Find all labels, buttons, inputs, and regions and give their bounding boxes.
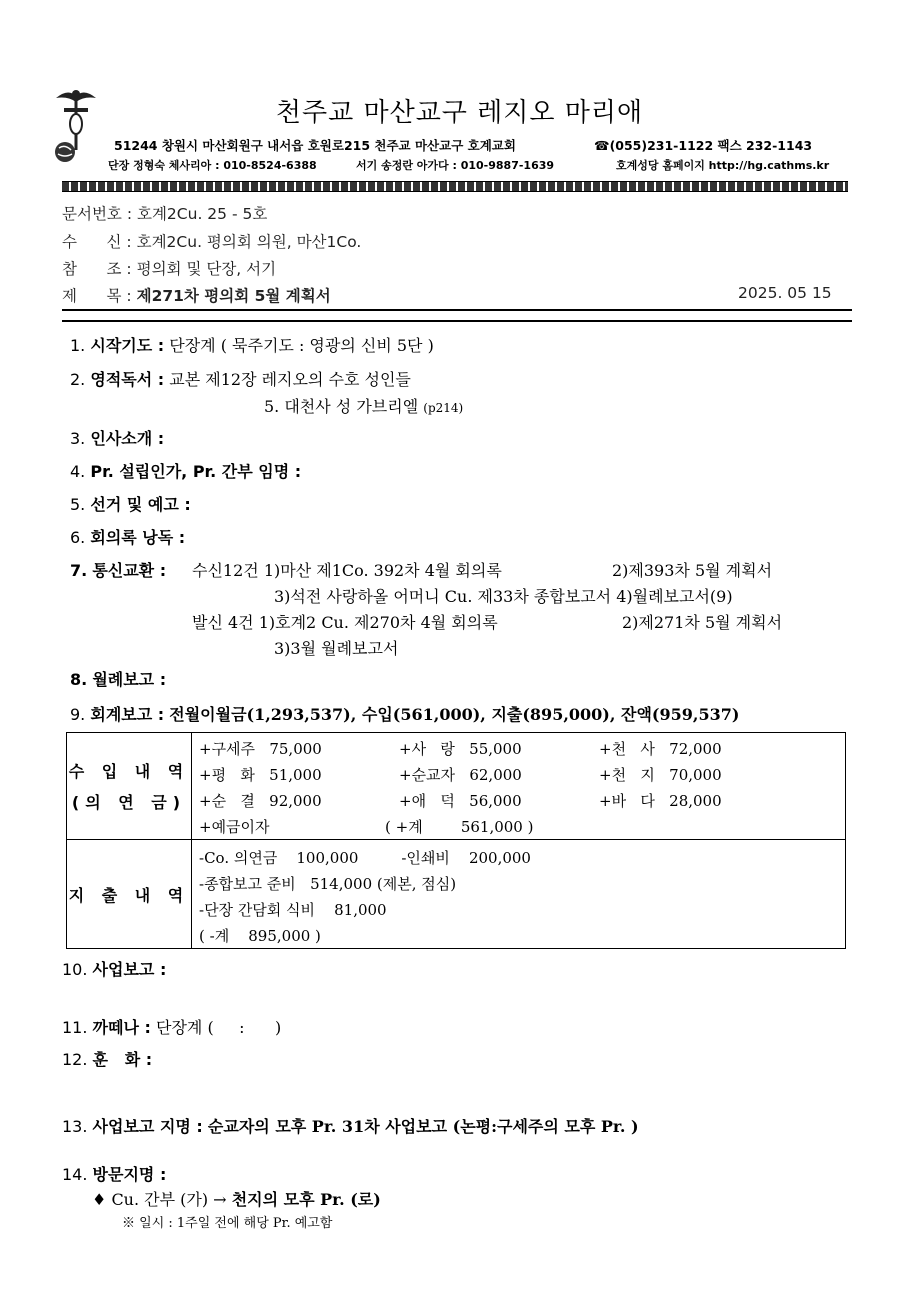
meta-divider xyxy=(62,309,852,322)
visit-to: 천지의 모후 Pr. (로) xyxy=(231,1190,381,1209)
subject-row xyxy=(62,284,331,306)
income-total: ( +계 561,000 ) xyxy=(385,818,534,836)
item-number: 10. xyxy=(62,960,88,979)
item-opening-prayer xyxy=(70,333,434,356)
item-number: 13. xyxy=(62,1117,88,1136)
diamond-bullet-icon: ♦ xyxy=(92,1190,107,1209)
item-label: 훈 화 : xyxy=(92,1050,153,1069)
item-label: 회의록 낭독 : xyxy=(90,528,186,547)
cc-row xyxy=(62,257,276,279)
item-accounting-report xyxy=(70,702,739,725)
item-number: 11. xyxy=(62,1018,88,1037)
item-number: 3. xyxy=(70,429,86,448)
item-text: 순교자의 모후 Pr. 31차 사업보고 (논평:구세주의 모후 Pr. ) xyxy=(207,1117,639,1136)
item-monthly-report xyxy=(70,667,166,690)
item-number: 12. xyxy=(62,1050,88,1069)
subject-label: 제 목 : xyxy=(62,287,132,305)
item-catena xyxy=(62,1015,281,1038)
expense-detail-cell xyxy=(192,840,846,949)
document-date: 2025. 05 15 xyxy=(738,284,832,302)
item-number: 1. xyxy=(70,336,86,355)
correspondence-line-1a: 수신12건 1)마산 제1Co. 392차 4월 회의록 xyxy=(192,561,502,580)
item-label: 시작기도 : xyxy=(90,336,165,355)
expense-entry: -단장 간담회 식비 81,000 xyxy=(199,901,387,919)
reading-page: (p214) xyxy=(423,401,464,415)
income-entry: +바 다 28,000 xyxy=(599,792,722,810)
recipient-label: 수 신 : xyxy=(62,233,132,251)
secretary-contact: 서기 송정란 아가다 : 010-9887-1639 xyxy=(356,159,555,172)
visit-from: Cu. 간부 (가) → xyxy=(111,1190,227,1209)
reading-subsection xyxy=(264,394,463,417)
income-entry: +순교자 62,000 xyxy=(399,766,522,784)
item-visit-assignment xyxy=(62,1162,166,1185)
income-entry: +순 결 92,000 xyxy=(199,792,322,810)
subject-value: 제271차 평의회 5월 계획서 xyxy=(136,287,331,305)
item-label: 월례보고 : xyxy=(92,670,167,689)
item-minutes-reading xyxy=(70,525,185,548)
homepage-text: 호계성당 홈페이지 http://hg.cathms.kr xyxy=(616,159,830,172)
income-detail-cell xyxy=(192,733,846,840)
doc-number-value: 호계2Cu. 25 - 5호 xyxy=(136,205,268,223)
doc-number-row xyxy=(62,202,267,224)
item-spiritual-reading xyxy=(70,367,411,390)
item-activity-report xyxy=(62,957,166,980)
visit-note: ※ 일시 : 1주일 전에 해당 Pr. 예고함 xyxy=(122,1216,333,1231)
item-label: 사업보고 지명 : xyxy=(92,1117,203,1136)
item-number: 2. xyxy=(70,370,86,389)
income-entry: +평 화 51,000 xyxy=(199,766,322,784)
correspondence-line-2: 3)석전 사랑하올 어머니 Cu. 제33차 종합보고서 4)월례보고서(9) xyxy=(274,587,733,606)
income-entry: +애 덕 56,000 xyxy=(399,792,522,810)
item-text: 단장계 ( : ) xyxy=(155,1018,282,1037)
income-entry: +구세주 75,000 xyxy=(199,740,322,758)
income-entry: +천 사 72,000 xyxy=(599,740,722,758)
item-label: 인사소개 : xyxy=(90,429,165,448)
income-entry: +천 지 70,000 xyxy=(599,766,722,784)
item-label: 선거 및 예고 : xyxy=(90,495,191,514)
correspondence-line-4: 3)3월 월례보고서 xyxy=(274,639,399,658)
item-label: 회계보고 : xyxy=(90,705,165,724)
recipient-row xyxy=(62,230,361,252)
item-praesidium-approval xyxy=(70,459,301,482)
header-divider xyxy=(62,181,848,192)
item-number: 7. xyxy=(70,561,88,580)
income-subheader: (의 연 금) xyxy=(71,793,187,812)
item-label: 사업보고 : xyxy=(92,960,167,979)
correspondence-line-1b: 2)제393차 5월 계획서 xyxy=(612,561,773,580)
expense-entry: -Co. 의연금 100,000 -인쇄비 200,000 xyxy=(199,849,531,867)
expense-row xyxy=(67,840,846,949)
item-text: 교본 제12장 레지오의 수호 성인들 xyxy=(169,370,411,389)
item-allocutio xyxy=(62,1047,152,1070)
finance-table xyxy=(66,732,846,949)
correspondence-line-3b: 2)제271차 5월 계획서 xyxy=(622,613,783,632)
expense-total: ( -계 895,000 ) xyxy=(199,927,321,945)
cc-label: 참 조 : xyxy=(62,260,132,278)
item-report-assignment xyxy=(62,1114,639,1137)
income-interest: +예금이자 xyxy=(199,818,270,836)
item-label: 통신교환 : xyxy=(92,561,167,580)
income-row xyxy=(67,733,846,840)
item-correspondence xyxy=(70,558,166,581)
item-label: 까떼나 : xyxy=(92,1018,151,1037)
item-number: 6. xyxy=(70,528,86,547)
item-label: Pr. 설립인가, Pr. 간부 임명 : xyxy=(90,462,302,481)
correspondence-line-3a: 발신 4건 1)호계2 Cu. 제270차 4월 회의록 xyxy=(192,613,498,632)
item-number: 4. xyxy=(70,462,86,481)
income-header-cell xyxy=(67,733,192,840)
item-number: 9. xyxy=(70,705,86,724)
item-elections xyxy=(70,492,191,515)
item-number: 8. xyxy=(70,670,88,689)
doc-number-label: 문서번호 : xyxy=(62,205,133,223)
item-text: 단장계 ( 묵주기도 : 영광의 신비 5단 ) xyxy=(169,336,434,355)
recipient-value: 호계2Cu. 평의회 의원, 마산1Co. xyxy=(136,233,362,251)
item-label: 영적독서 : xyxy=(90,370,165,389)
leader-contact: 단장 정형숙 체사리아 : 010-8524-6388 xyxy=(108,159,317,172)
expense-header-cell xyxy=(67,840,192,949)
visit-line xyxy=(92,1187,381,1210)
address-text: 51244 창원시 마산회원구 내서읍 호원로215 천주교 마산교구 호계교회 xyxy=(114,138,516,153)
accounting-summary: 전월이월금(1,293,537), 수입(561,000), 지출(895,000), 잔액(959,537) xyxy=(169,705,740,724)
expense-entry: -종합보고 준비 514,000 (제본, 점심) xyxy=(199,875,457,893)
expense-header: 지 출 내 역 xyxy=(68,885,190,905)
phone-text: ☎(055)231-1122 팩스 232-1143 xyxy=(594,138,813,153)
document-title: 천주교 마산교구 레지오 마리애 xyxy=(275,98,644,128)
item-label: 방문지명 : xyxy=(92,1165,167,1184)
cc-value: 평의회 및 단장, 서기 xyxy=(136,260,277,278)
income-header: 수 입 내 역 xyxy=(68,762,190,781)
reading-title: 5. 대천사 성 가브리엘 xyxy=(264,397,419,416)
income-entry: +사 랑 55,000 xyxy=(399,740,522,758)
item-number: 5. xyxy=(70,495,86,514)
item-number: 14. xyxy=(62,1165,88,1184)
item-introductions xyxy=(70,426,164,449)
